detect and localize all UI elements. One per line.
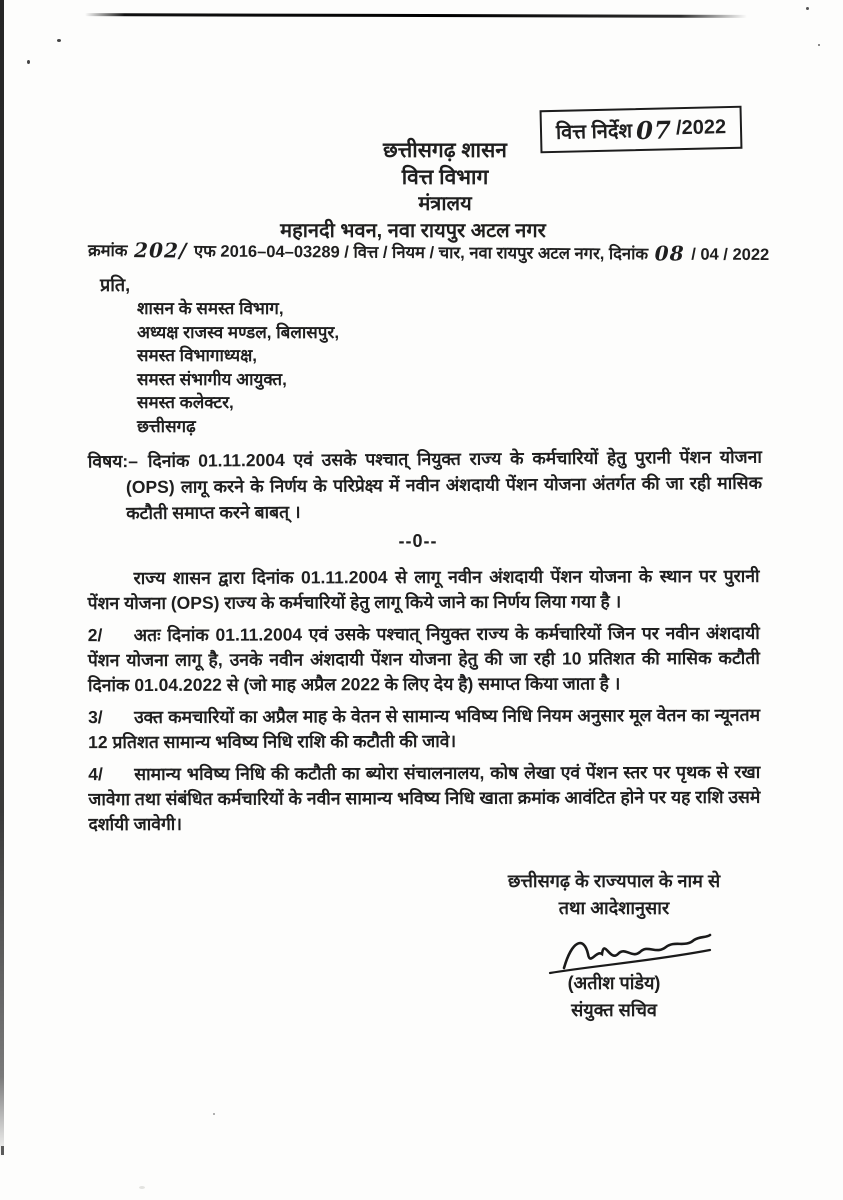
signatory-designation: संयुक्त सचिव [571,1000,657,1020]
separator-mark: --0-- [398,531,438,551]
subject-text: दिनांक 01.11.2004 एवं उसके पश्चात् नियुक्त राज्य के कर्मचारियों हेतु पुरानी पेंशन योजना (OPS) लागू करने के निर्णय के परिप्रेक्ष्य में नवीन अंशदायी पेंशन योजना अंतर्गत की जा रही मासिक कटौती समाप्त करने बाबत् । [125,446,763,524]
recipient-item: शासन के समस्त विभाग, [137,299,284,318]
scan-top-line-artifact [85,13,747,18]
department-header [115,137,775,245]
header-department: वित्त विभाग [401,166,489,189]
reference-line [88,237,788,265]
ref-prefix: क्रमांक [87,241,128,261]
ref-date-handwritten: 08 [654,241,685,266]
body-paragraph-4 [88,760,760,837]
recipient-item: अध्यक्ष राजस्व मण्डल, बिलासपुर, [137,322,340,342]
stamp-label: वित्त निर्देश [555,120,633,144]
scan-speck [213,1113,215,1115]
signoff-order-line: तथा आदेशानुसार [558,898,670,918]
header-government: छत्तीसगढ़ शासन [383,139,507,162]
letter-body [88,564,761,844]
body-paragraph-3 [88,703,760,755]
paragraph-number: 4/ [88,764,103,785]
signoff-block [468,868,760,1024]
recipient-item: छत्तीसगढ़ [137,416,196,436]
scan-speck [139,1186,145,1189]
ref-date-suffix: / 04 / 2022 [691,245,770,265]
paragraph-text: उक्त कमचारियों का अप्रैल माह के वेतन से सामान्य भविष्य निधि नियम अनुसार मूल वेतन का न्यूनतम 12 प्रतिशत सामान्य भविष्य निधि राशि की कटौती की जावे। [88,704,761,753]
signatory-name: (अतीश पांडेय) [567,973,661,993]
paragraph-text: राज्य शासन द्वारा दिनांक 01.11.2004 से लागू नवीन अंशदायी पेंशन योजना के स्थान पर पुरानी पेंशन योजना (OPS) राज्य के कर्मचारियों हेतु लागू किये जाने का निर्णय लिया गया है । [87,565,760,614]
header-address: महानदी भवन, नवा रायपुर अटल नगर [280,220,546,242]
stamp-year: /2022 [675,116,727,140]
paragraph-text: अतः दिनांक 01.11.2004 एवं उसके पश्चात् नियुक्त राज्य के कर्मचारियों जिन पर नवीन अंशदायी पेंशन योजना लागू है, उनके नवीन अंशदायी पेंशन योजना हेतु की जा रही 10 प्रतिशत की मासिक कटौती दिनांक 01.04.2022 से (जो माह अप्रैल 2022 के लिए देय है) समाप्त किया जाता है । [87,622,760,696]
signoff-authority-line: छत्तीसगढ़ के राज्यपाल के नाम से [507,871,721,891]
body-paragraph-1 [88,564,760,616]
scan-speck [1,1146,4,1155]
ref-middle: एफ 2016–04–03289 / वित्त / नियम / चार, नवा रायपुर अटल नगर, दिनांक [193,242,649,264]
stamp-number-handwritten: 07 [635,115,673,146]
paragraph-number: 3/ [88,707,103,728]
recipient-item: समस्त कलेक्टर, [137,393,234,412]
recipient-item: समस्त संभागीय आयुक्त, [137,369,287,389]
scan-speck [57,39,61,42]
header-ministry: मंत्रालय [418,193,472,215]
scan-speck [806,7,809,10]
recipient-list [137,297,339,438]
paragraph-number: 2/ [87,625,103,646]
scan-speck [818,44,820,46]
scan-speck [27,60,30,64]
subject-block [88,444,763,527]
ref-number-handwritten: 202/ [134,238,188,263]
salutation: प्रति, [100,275,131,295]
paragraph-text: सामान्य भविष्य निधि की कटौती का ब्योरा संचालनालय, कोष लेखा एवं पेंशन स्तर पर पृथक से रखा जावेगा तथा संबंधित कर्मचारियों के नवीन सामान्य भविष्य निधि खाता क्रमांक आवंटित होने पर यह राशि उसमे दर्शायी जावेगी। [88,761,761,835]
scan-edge-artifact [0,0,4,1158]
body-paragraph-2 [88,621,760,698]
subject-label: विषय:– [87,451,138,472]
signature-scribble [498,928,760,976]
recipient-item: समस्त विभागाध्यक्ष, [137,346,258,365]
